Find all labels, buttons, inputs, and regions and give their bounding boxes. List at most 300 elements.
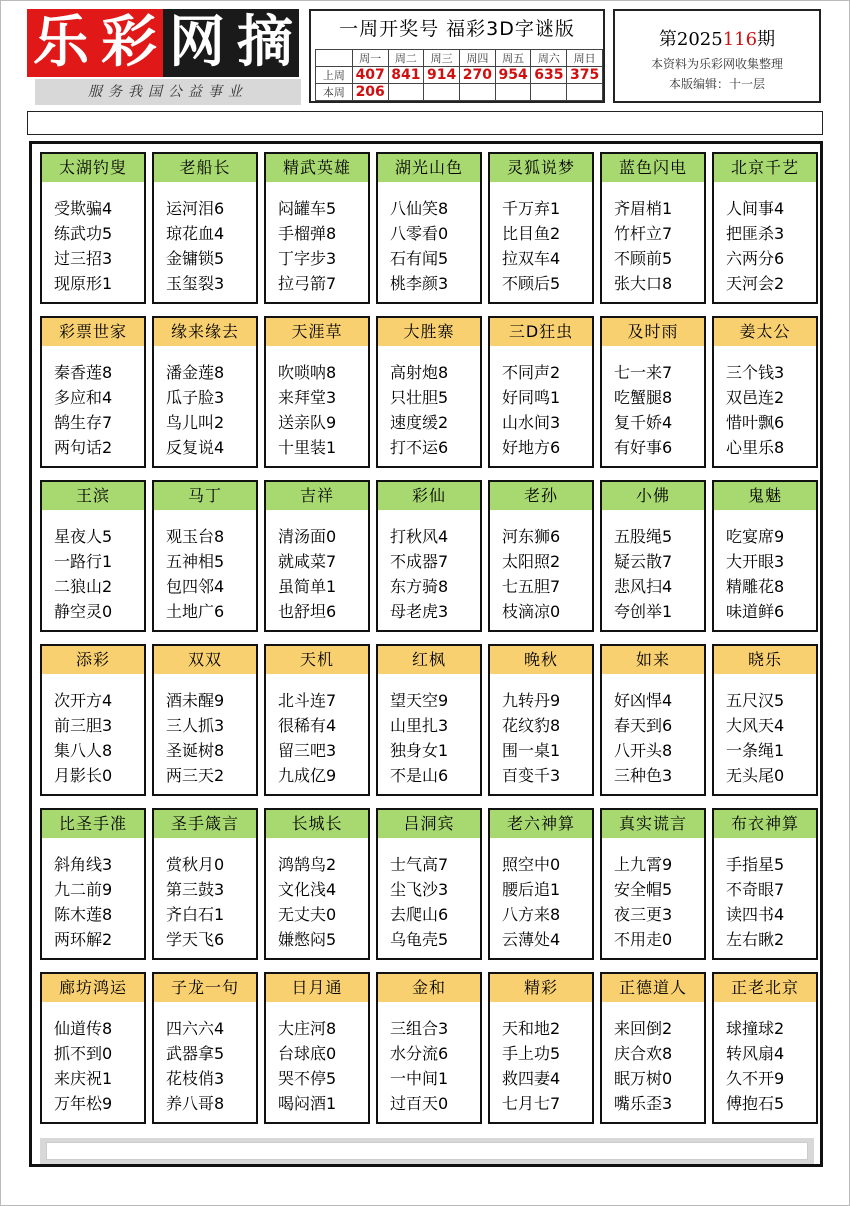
riddle-card bbox=[40, 316, 146, 468]
riddle-line: 人间事4 bbox=[726, 199, 785, 218]
riddle-lines bbox=[614, 196, 704, 296]
riddle-line: 清汤面0 bbox=[278, 527, 337, 546]
card-author-title: 彩仙 bbox=[378, 482, 480, 510]
riddle-line: 水分流6 bbox=[390, 1044, 449, 1063]
issue-info-panel bbox=[613, 9, 821, 103]
riddle-line: 圣诞树8 bbox=[166, 741, 225, 760]
draw-number: 635 bbox=[531, 67, 567, 84]
riddle-lines bbox=[726, 360, 816, 460]
riddle-line: 球撞球2 bbox=[726, 1019, 785, 1038]
riddle-line: 两三天2 bbox=[166, 766, 225, 785]
card-author-title: 吉祥 bbox=[266, 482, 368, 510]
riddle-line: 过三招3 bbox=[54, 249, 113, 268]
riddle-line: 三组合3 bbox=[390, 1019, 449, 1038]
riddle-line: 哭不停5 bbox=[278, 1069, 337, 1088]
riddle-line: 悲风扫4 bbox=[614, 577, 673, 596]
row-label-last-week: 上周 bbox=[316, 67, 353, 84]
card-author-title: 廊坊鸿运 bbox=[42, 974, 144, 1002]
draw-results-table bbox=[315, 49, 603, 101]
riddle-row bbox=[40, 644, 816, 796]
issue-source-note: 本资料为乐彩网收集整理 bbox=[650, 57, 783, 71]
riddle-line: 两环解2 bbox=[54, 930, 113, 949]
riddle-line: 复千娇4 bbox=[614, 413, 673, 432]
riddle-card bbox=[600, 152, 706, 304]
riddle-card bbox=[600, 972, 706, 1124]
riddle-card bbox=[600, 644, 706, 796]
riddle-card bbox=[712, 480, 818, 632]
riddle-line: 不用走0 bbox=[614, 930, 673, 949]
riddle-card bbox=[40, 972, 146, 1124]
riddle-card bbox=[40, 480, 146, 632]
riddle-line: 八开头8 bbox=[614, 741, 673, 760]
riddle-line: 星夜人5 bbox=[54, 527, 113, 546]
card-author-title: 正老北京 bbox=[714, 974, 816, 1002]
riddle-card bbox=[152, 152, 258, 304]
riddle-card bbox=[264, 644, 370, 796]
riddle-card bbox=[600, 316, 706, 468]
riddle-line: 手上功5 bbox=[502, 1044, 561, 1063]
riddle-line: 疑云散7 bbox=[614, 552, 673, 571]
riddle-line: 学天飞6 bbox=[166, 930, 225, 949]
riddle-line: 大庄河8 bbox=[278, 1019, 337, 1038]
riddle-line: 仙道传8 bbox=[54, 1019, 113, 1038]
riddle-line: 五尺汉5 bbox=[726, 691, 785, 710]
table-row bbox=[316, 50, 603, 67]
riddle-card bbox=[152, 644, 258, 796]
riddle-lines bbox=[502, 196, 592, 296]
riddle-line: 北斗连7 bbox=[278, 691, 337, 710]
riddle-line: 腰后追1 bbox=[502, 880, 561, 899]
riddle-card bbox=[152, 480, 258, 632]
riddle-line: 傅抱石5 bbox=[726, 1094, 785, 1113]
riddle-row bbox=[40, 480, 816, 632]
draw-number: 841 bbox=[388, 67, 424, 84]
riddle-lines bbox=[278, 852, 368, 952]
card-author-title: 吕洞宾 bbox=[378, 810, 480, 838]
draw-number bbox=[388, 84, 424, 101]
card-author-title: 天机 bbox=[266, 646, 368, 674]
riddle-line: 上九霄9 bbox=[614, 855, 673, 874]
logo-char: 乐 bbox=[27, 9, 95, 77]
riddle-line: 陈木莲8 bbox=[54, 905, 113, 924]
riddle-line: 闷罐车5 bbox=[278, 199, 337, 218]
day-header: 周一 bbox=[352, 50, 388, 67]
row-label-this-week: 本周 bbox=[316, 84, 353, 101]
riddle-line: 枝滴凉0 bbox=[502, 602, 561, 621]
card-author-title: 长城长 bbox=[266, 810, 368, 838]
riddle-line: 一中间1 bbox=[390, 1069, 449, 1088]
riddle-line: 鹄生存7 bbox=[54, 413, 113, 432]
riddle-card bbox=[712, 152, 818, 304]
riddle-card bbox=[40, 152, 146, 304]
riddle-grid bbox=[29, 141, 823, 1167]
riddle-card bbox=[488, 316, 594, 468]
riddle-line: 次开方4 bbox=[54, 691, 113, 710]
top-banner-bar bbox=[27, 111, 823, 135]
riddle-lines bbox=[278, 1016, 368, 1116]
issue-number-value: 116 bbox=[722, 29, 758, 50]
riddle-line: 虽简单1 bbox=[278, 577, 337, 596]
riddle-line: 不顾后5 bbox=[502, 274, 561, 293]
riddle-card bbox=[488, 152, 594, 304]
riddle-line: 嘴乐歪3 bbox=[614, 1094, 673, 1113]
riddle-lines bbox=[726, 852, 816, 952]
draw-panel-title: 一周开奖号 福彩3D字谜版 bbox=[339, 18, 575, 40]
riddle-line: 七月七7 bbox=[502, 1094, 561, 1113]
riddle-line: 十里装1 bbox=[278, 438, 337, 457]
draw-number bbox=[531, 84, 567, 101]
riddle-card bbox=[376, 644, 482, 796]
card-author-title: 日月通 bbox=[266, 974, 368, 1002]
riddle-card bbox=[264, 152, 370, 304]
card-author-title: 北京千艺 bbox=[714, 154, 816, 182]
riddle-line: 现原形1 bbox=[54, 274, 113, 293]
riddle-line: 云薄处4 bbox=[502, 930, 561, 949]
day-header: 周日 bbox=[567, 50, 603, 67]
riddle-lines bbox=[502, 688, 592, 788]
riddle-line: 大风天4 bbox=[726, 716, 785, 735]
riddle-lines bbox=[166, 688, 256, 788]
riddle-card bbox=[40, 644, 146, 796]
riddle-line: 桃李颜3 bbox=[390, 274, 449, 293]
riddle-line: 三人抓3 bbox=[166, 716, 225, 735]
riddle-line: 吃宴席9 bbox=[726, 527, 785, 546]
riddle-line: 喝闷酒1 bbox=[278, 1094, 337, 1113]
riddle-line: 一条绳1 bbox=[726, 741, 785, 760]
day-header: 周三 bbox=[424, 50, 460, 67]
card-author-title: 马丁 bbox=[154, 482, 256, 510]
card-author-title: 彩票世家 bbox=[42, 318, 144, 346]
riddle-lines bbox=[390, 688, 480, 788]
riddle-line: 双邑连2 bbox=[726, 388, 785, 407]
riddle-lines bbox=[54, 360, 144, 460]
riddle-line: 很稀有4 bbox=[278, 716, 337, 735]
riddle-card bbox=[264, 808, 370, 960]
riddle-line: 母老虎3 bbox=[390, 602, 449, 621]
riddle-line: 送亲队9 bbox=[278, 413, 337, 432]
riddle-line: 一路行1 bbox=[54, 552, 113, 571]
bottom-banner-bar bbox=[40, 1138, 814, 1164]
card-author-title: 晓乐 bbox=[714, 646, 816, 674]
riddle-line: 三种色3 bbox=[614, 766, 673, 785]
riddle-lines bbox=[54, 524, 144, 624]
riddle-line: 无头尾0 bbox=[726, 766, 785, 785]
card-author-title: 太湖钓叟 bbox=[42, 154, 144, 182]
riddle-line: 久不开9 bbox=[726, 1069, 785, 1088]
riddle-line: 四六六4 bbox=[166, 1019, 225, 1038]
riddle-line: 去爬山6 bbox=[390, 905, 449, 924]
riddle-line: 比目鱼2 bbox=[502, 224, 561, 243]
riddle-line: 张大口8 bbox=[614, 274, 673, 293]
draw-number bbox=[495, 84, 531, 101]
riddle-line: 包四邻4 bbox=[166, 577, 225, 596]
riddle-row bbox=[40, 152, 816, 304]
riddle-line: 独身女1 bbox=[390, 741, 449, 760]
riddle-line: 花纹豹8 bbox=[502, 716, 561, 735]
riddle-line: 瓜子脸3 bbox=[166, 388, 225, 407]
riddle-line: 天和地2 bbox=[502, 1019, 561, 1038]
card-author-title: 金和 bbox=[378, 974, 480, 1002]
card-author-title: 如来 bbox=[602, 646, 704, 674]
day-header: 周二 bbox=[388, 50, 424, 67]
issue-number bbox=[615, 25, 819, 51]
riddle-lines bbox=[278, 360, 368, 460]
riddle-line: 秦香莲8 bbox=[54, 363, 113, 382]
riddle-line: 练武功5 bbox=[54, 224, 113, 243]
card-author-title: 老船长 bbox=[154, 154, 256, 182]
card-author-title: 及时雨 bbox=[602, 318, 704, 346]
riddle-card bbox=[264, 480, 370, 632]
riddle-line: 打秋风4 bbox=[390, 527, 449, 546]
riddle-line: 士气高7 bbox=[390, 855, 449, 874]
riddle-lines bbox=[502, 524, 592, 624]
riddle-card bbox=[376, 152, 482, 304]
riddle-lines bbox=[166, 196, 256, 296]
riddle-lines bbox=[166, 524, 256, 624]
riddle-card bbox=[600, 808, 706, 960]
riddle-line: 吃蟹腿8 bbox=[614, 388, 673, 407]
riddle-line: 把匪杀3 bbox=[726, 224, 785, 243]
riddle-line: 文化浅4 bbox=[278, 880, 337, 899]
draw-number: 270 bbox=[460, 67, 496, 84]
draw-number: 914 bbox=[424, 67, 460, 84]
card-author-title: 红枫 bbox=[378, 646, 480, 674]
riddle-lines bbox=[502, 852, 592, 952]
riddle-lines bbox=[614, 852, 704, 952]
riddle-line: 安全帽5 bbox=[614, 880, 673, 899]
issue-editor: 本版编辑：十一层 bbox=[668, 77, 765, 91]
riddle-line: 读四书4 bbox=[726, 905, 785, 924]
riddle-line: 万年松9 bbox=[54, 1094, 113, 1113]
card-author-title: 老六神算 bbox=[490, 810, 592, 838]
card-author-title: 精武英雄 bbox=[266, 154, 368, 182]
riddle-line: 琼花血4 bbox=[166, 224, 225, 243]
riddle-line: 打不运6 bbox=[390, 438, 449, 457]
riddle-card bbox=[264, 316, 370, 468]
card-author-title: 晚秋 bbox=[490, 646, 592, 674]
logo-char: 摘 bbox=[231, 9, 299, 77]
riddle-line: 丁字步3 bbox=[278, 249, 337, 268]
riddle-line: 不奇眼7 bbox=[726, 880, 785, 899]
riddle-line: 无丈夫0 bbox=[278, 905, 337, 924]
riddle-line: 夜三更3 bbox=[614, 905, 673, 924]
riddle-line: 七一来7 bbox=[614, 363, 673, 382]
day-header: 周六 bbox=[531, 50, 567, 67]
riddle-line: 赏秋月0 bbox=[166, 855, 225, 874]
site-logo[interactable] bbox=[27, 9, 301, 105]
riddle-line: 大开眼3 bbox=[726, 552, 785, 571]
logo-char: 彩 bbox=[95, 9, 163, 77]
riddle-line: 也舒坦6 bbox=[278, 602, 337, 621]
table-corner-cell bbox=[316, 50, 353, 67]
riddle-line: 左右瞅2 bbox=[726, 930, 785, 949]
riddle-line: 精雕花8 bbox=[726, 577, 785, 596]
card-author-title: 添彩 bbox=[42, 646, 144, 674]
riddle-line: 九二前9 bbox=[54, 880, 113, 899]
riddle-card bbox=[600, 480, 706, 632]
riddle-line: 八仙笑8 bbox=[390, 199, 449, 218]
card-author-title: 湖光山色 bbox=[378, 154, 480, 182]
riddle-lines bbox=[390, 196, 480, 296]
riddle-line: 乌龟壳5 bbox=[390, 930, 449, 949]
riddle-lines bbox=[166, 1016, 256, 1116]
riddle-line: 只壮胆5 bbox=[390, 388, 449, 407]
table-row bbox=[316, 84, 603, 101]
riddle-card bbox=[152, 316, 258, 468]
draw-number: 375 bbox=[567, 67, 603, 84]
bottom-banner-inner bbox=[46, 1142, 808, 1160]
riddle-lines bbox=[54, 688, 144, 788]
card-author-title: 灵狐说梦 bbox=[490, 154, 592, 182]
riddle-lines bbox=[726, 688, 816, 788]
riddle-card bbox=[264, 972, 370, 1124]
riddle-card bbox=[712, 316, 818, 468]
riddle-line: 五神相5 bbox=[166, 552, 225, 571]
riddle-line: 留三吧3 bbox=[278, 741, 337, 760]
riddle-line: 好同鸣1 bbox=[502, 388, 561, 407]
draw-number bbox=[460, 84, 496, 101]
riddle-line: 花枝俏3 bbox=[166, 1069, 225, 1088]
card-author-title: 蓝色闪电 bbox=[602, 154, 704, 182]
riddle-lines bbox=[278, 688, 368, 788]
riddle-line: 五股绳5 bbox=[614, 527, 673, 546]
riddle-line: 就咸菜7 bbox=[278, 552, 337, 571]
riddle-line: 好地方6 bbox=[502, 438, 561, 457]
riddle-line: 九转丹9 bbox=[502, 691, 561, 710]
riddle-line: 不成器7 bbox=[390, 552, 449, 571]
riddle-line: 拉双车4 bbox=[502, 249, 561, 268]
card-author-title: 比圣手准 bbox=[42, 810, 144, 838]
riddle-line: 天河会2 bbox=[726, 274, 785, 293]
riddle-card bbox=[152, 808, 258, 960]
riddle-line: 山水间3 bbox=[502, 413, 561, 432]
riddle-card bbox=[376, 480, 482, 632]
riddle-lines bbox=[726, 1016, 816, 1116]
riddle-line: 拉弓箭7 bbox=[278, 274, 337, 293]
riddle-line: 八零看0 bbox=[390, 224, 449, 243]
riddle-lines bbox=[614, 360, 704, 460]
card-author-title: 正德道人 bbox=[602, 974, 704, 1002]
riddle-row bbox=[40, 808, 816, 960]
riddle-card bbox=[488, 480, 594, 632]
riddle-line: 酒未醒9 bbox=[166, 691, 225, 710]
riddle-card bbox=[712, 644, 818, 796]
card-author-title: 布衣神算 bbox=[714, 810, 816, 838]
draw-number bbox=[424, 84, 460, 101]
riddle-line: 千万弃1 bbox=[502, 199, 561, 218]
riddle-lines bbox=[614, 688, 704, 788]
riddle-card bbox=[712, 972, 818, 1124]
riddle-line: 观玉台8 bbox=[166, 527, 225, 546]
draw-number: 206 bbox=[352, 84, 388, 101]
riddle-line: 鸟儿叫2 bbox=[166, 413, 225, 432]
card-author-title: 小佛 bbox=[602, 482, 704, 510]
riddle-line: 二狼山2 bbox=[54, 577, 113, 596]
logo-slogan: 服务我国公益事业 bbox=[35, 79, 301, 105]
riddle-line: 山里扎3 bbox=[390, 716, 449, 735]
riddle-line: 有好事6 bbox=[614, 438, 673, 457]
draw-number: 954 bbox=[495, 67, 531, 84]
riddle-line: 三个钱3 bbox=[726, 363, 785, 382]
riddle-line: 东方骑8 bbox=[390, 577, 449, 596]
issue-suffix: 期 bbox=[757, 29, 776, 50]
riddle-line: 竹杆立7 bbox=[614, 224, 673, 243]
card-author-title: 姜太公 bbox=[714, 318, 816, 346]
logo-wordmark bbox=[27, 9, 301, 77]
card-author-title: 缘来缘去 bbox=[154, 318, 256, 346]
riddle-line: 来庆祝1 bbox=[54, 1069, 113, 1088]
riddle-line: 养八哥8 bbox=[166, 1094, 225, 1113]
riddle-line: 八方来8 bbox=[502, 905, 561, 924]
riddle-line: 好凶悍4 bbox=[614, 691, 673, 710]
riddle-line: 齐白石1 bbox=[166, 905, 225, 924]
draw-number bbox=[567, 84, 603, 101]
riddle-card bbox=[712, 808, 818, 960]
riddle-line: 受欺骗4 bbox=[54, 199, 113, 218]
riddle-line: 前三胆3 bbox=[54, 716, 113, 735]
riddle-line: 不顾前5 bbox=[614, 249, 673, 268]
riddle-line: 尘飞沙3 bbox=[390, 880, 449, 899]
issue-prefix: 第2025 bbox=[658, 29, 723, 50]
riddle-lines bbox=[726, 196, 816, 296]
riddle-line: 土地广6 bbox=[166, 602, 225, 621]
riddle-line: 照空中0 bbox=[502, 855, 561, 874]
riddle-line: 来拜堂3 bbox=[278, 388, 337, 407]
card-author-title: 双双 bbox=[154, 646, 256, 674]
draw-number: 407 bbox=[352, 67, 388, 84]
riddle-line: 心里乐8 bbox=[726, 438, 785, 457]
riddle-card bbox=[152, 972, 258, 1124]
riddle-lines bbox=[726, 524, 816, 624]
riddle-line: 反复说4 bbox=[166, 438, 225, 457]
riddle-line: 惜叶飘6 bbox=[726, 413, 785, 432]
riddle-line: 金镛锁5 bbox=[166, 249, 225, 268]
riddle-lines bbox=[614, 1016, 704, 1116]
riddle-line: 抓不到0 bbox=[54, 1044, 113, 1063]
card-author-title: 鬼魅 bbox=[714, 482, 816, 510]
card-author-title: 子龙一句 bbox=[154, 974, 256, 1002]
logo-char: 网 bbox=[163, 9, 231, 77]
day-header: 周五 bbox=[495, 50, 531, 67]
riddle-lines bbox=[390, 852, 480, 952]
riddle-card bbox=[40, 808, 146, 960]
riddle-line: 集八人8 bbox=[54, 741, 113, 760]
riddle-line: 台球底0 bbox=[278, 1044, 337, 1063]
riddle-card bbox=[488, 644, 594, 796]
riddle-lines bbox=[502, 1016, 592, 1116]
riddle-line: 石有闻5 bbox=[390, 249, 449, 268]
riddle-lines bbox=[166, 360, 256, 460]
riddle-line: 望天空9 bbox=[390, 691, 449, 710]
riddle-line: 玉玺裂3 bbox=[166, 274, 225, 293]
riddle-line: 河东狮6 bbox=[502, 527, 561, 546]
riddle-line: 过百天0 bbox=[390, 1094, 449, 1113]
riddle-card bbox=[376, 808, 482, 960]
riddle-line: 味道鲜6 bbox=[726, 602, 785, 621]
riddle-lines bbox=[390, 1016, 480, 1116]
riddle-line: 速度缓2 bbox=[390, 413, 449, 432]
riddle-line: 百变千3 bbox=[502, 766, 561, 785]
riddle-card bbox=[488, 808, 594, 960]
riddle-line: 第三鼓3 bbox=[166, 880, 225, 899]
riddle-line: 高射炮8 bbox=[390, 363, 449, 382]
weekly-draw-panel bbox=[309, 9, 605, 103]
card-author-title: 精彩 bbox=[490, 974, 592, 1002]
card-author-title: 圣手箴言 bbox=[154, 810, 256, 838]
riddle-line: 斜角线3 bbox=[54, 855, 113, 874]
riddle-lines bbox=[54, 1016, 144, 1116]
card-author-title: 三D狂虫 bbox=[490, 318, 592, 346]
